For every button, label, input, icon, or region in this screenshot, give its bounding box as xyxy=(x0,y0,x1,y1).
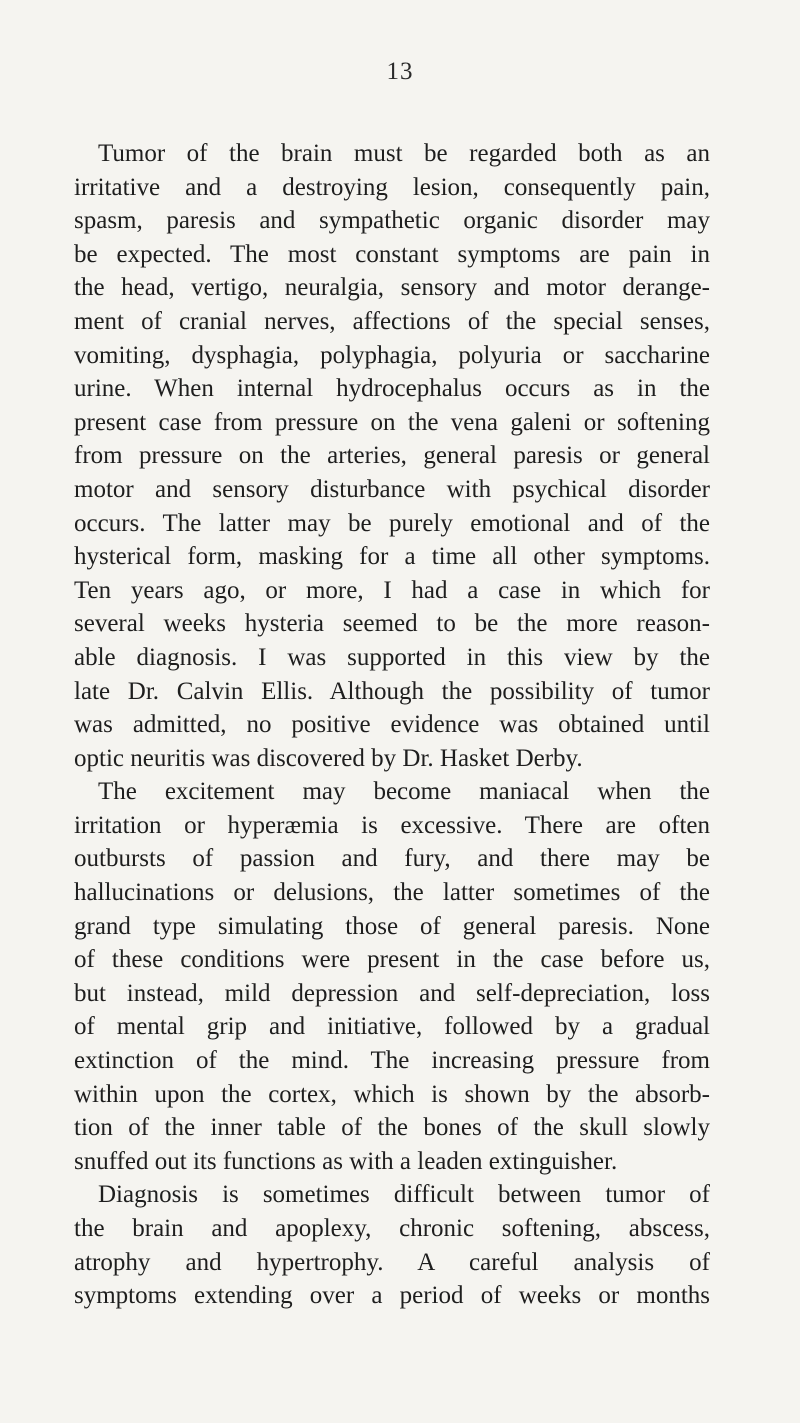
text-line: of these conditions were present in the case before us, xyxy=(74,946,710,974)
text-line: outbursts of passion and fury, and there may be xyxy=(74,845,710,873)
text-line: optic neuritis was discovered by Dr. Hasket Derby. xyxy=(74,744,583,772)
text-line: the head, vertigo, neuralgia, sensory and motor derange- xyxy=(74,274,710,302)
text-line: hysterical form, masking for a time all other symptoms. xyxy=(74,543,710,571)
text-line: The excitement may become maniacal when the xyxy=(98,778,710,806)
text-line: irritation or hyperæmia is excessive. There are often xyxy=(74,811,710,839)
page-number: 13 xyxy=(386,58,414,85)
text-line: Tumor of the brain must be regarded both as an xyxy=(98,140,710,167)
text-line: snuffed out its functions as with a leaden extinguisher. xyxy=(74,1147,618,1175)
text-line: the brain and apoplexy, chronic softening, abscess, xyxy=(74,1215,710,1242)
text-line: atrophy and hypertrophy. A careful analysis of xyxy=(74,1248,710,1276)
text-line: vomiting, dysphagia, polyphagia, polyuria or saccharine xyxy=(74,341,710,369)
text-line: late Dr. Calvin Ellis. Although the possibility of tumor xyxy=(74,677,710,705)
text-line: ment of cranial nerves, affections of the special senses, xyxy=(74,307,710,335)
text-line: occurs. The latter may be purely emotional and of the xyxy=(74,509,710,537)
text-line: able diagnosis. I was supported in this view by the xyxy=(74,643,710,671)
text-line: grand type simulating those of general paresis. None xyxy=(74,912,710,940)
text-line: extinction of the mind. The increasing pressure from xyxy=(74,1047,710,1075)
text-line: Diagnosis is sometimes difficult between tumor of xyxy=(98,1181,710,1209)
paragraph-diagnosis xyxy=(74,1178,710,1312)
text-line: motor and sensory disturbance with psychical disorder xyxy=(74,475,710,503)
text-line: present case from pressure on the vena galeni or softening xyxy=(74,408,710,436)
text-line: within upon the cortex, which is shown by the absorb- xyxy=(74,1080,710,1108)
text-line: be expected. The most constant symptoms are pain in xyxy=(74,240,710,268)
text-line: Ten years ago, or more, I had a case in which for xyxy=(74,576,710,604)
text-line: spasm, paresis and sympathetic organic disorder may xyxy=(74,207,710,235)
text-line: irritative and a destroying lesion, consequently pain, xyxy=(74,173,710,201)
text-line: symptoms extending over a period of weeks or months xyxy=(74,1282,710,1310)
text-line: several weeks hysteria seemed to be the more reason- xyxy=(74,610,710,638)
paragraph-excitement xyxy=(74,775,710,1178)
text-line: urine. When internal hydrocephalus occurs as in the xyxy=(74,375,710,403)
text-line: was admitted, no positive evidence was obtained until xyxy=(74,711,710,739)
text-line: but instead, mild depression and self-depreciation, loss xyxy=(74,979,710,1007)
text-line: hallucinations or delusions, the latter sometimes of the xyxy=(74,879,710,907)
text-line: of mental grip and initiative, followed by a gradual xyxy=(74,1013,710,1041)
text-line: from pressure on the arteries, general paresis or general xyxy=(74,442,710,470)
body-text xyxy=(74,137,710,1313)
paragraph-tumor-symptoms xyxy=(74,137,710,775)
text-line: tion of the inner table of the bones of the skull slowly xyxy=(74,1114,710,1142)
